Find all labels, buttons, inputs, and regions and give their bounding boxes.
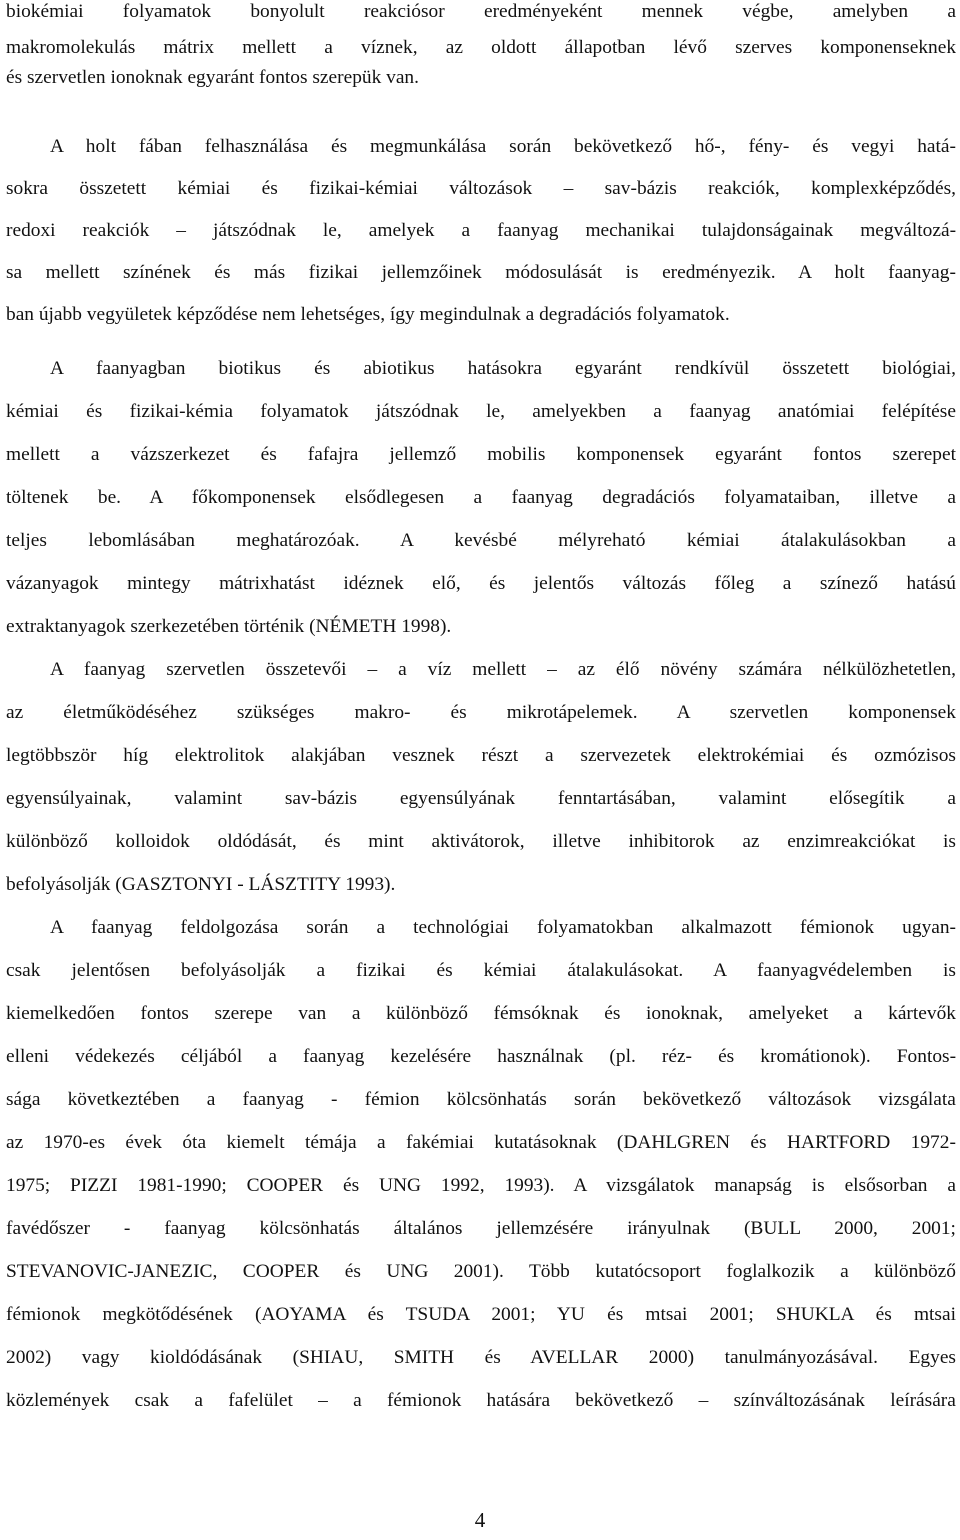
text-line: 2002) vagy kioldódásának (SHIAU, SMITH és AVELLAR 2000) tanulmányozásával. Egyes <box>6 1347 956 1368</box>
text-line: teljes lebomlásában meghatározóak. A kevésbé mélyreható kémiai átalakulásokban a <box>6 530 956 551</box>
text-line: közlemények csak a fafelület – a fémionok hatására bekövetkező – színváltozásának leírására <box>6 1390 956 1411</box>
text-line: 1975; PIZZI 1981-1990; COOPER és UNG 1992, 1993). A vizsgálatok manapság is elsősorban a <box>6 1175 956 1196</box>
text-line: A faanyag feldolgozása során a technológiai folyamatokban alkalmazott fémionok ugyan- <box>50 917 956 938</box>
text-line: az életműködéséhez szükséges makro- és mikrotápelemek. A szervetlen komponensek <box>6 702 956 723</box>
text-line: töltenek be. A főkomponensek elsődlegesen a faanyag degradációs folyamataiban, illetve a <box>6 487 956 508</box>
paragraph-5 <box>6 906 956 1422</box>
text-line: fémionok megkötődésének (AOYAMA és TSUDA 2001; YU és mtsai 2001; SHUKLA és mtsai <box>6 1304 956 1325</box>
text-line: redoxi reakciók – játszódnak le, amelyek a faanyag mechanikai tulajdonságainak megváltozá- <box>6 220 956 241</box>
text-line: A faanyag szervetlen összetevői – a víz mellett – az élő növény számára nélkülözhetetlen, <box>50 659 956 680</box>
text-line: favédőszer - faanyag kölcsönhatás általános jellemzésére irányulnak (BULL 2000, 2001; <box>6 1218 956 1239</box>
document-page <box>6 0 956 1422</box>
text-line: vázanyagok mintegy mátrixhatást idéznek elő, és jelentős változás főleg a színező hatású <box>6 573 956 594</box>
text-line: elleni védekezés céljából a faanyag kezelésére használnak (pl. réz- és kromátionok). Fontos- <box>6 1046 956 1067</box>
paragraph-2 <box>6 132 956 330</box>
text-line: egyensúlyainak, valamint sav-bázis egyensúlyának fenntartásában, valamint elősegítik a <box>6 788 956 809</box>
text-line: befolyásolják (GASZTONYI - LÁSZTITY 1993). <box>6 874 396 895</box>
text-line: sokra összetett kémiai és fizikai-kémiai változások – sav-bázis reakciók, komplexképződés, <box>6 178 956 199</box>
text-line: mellett a vázszerkezet és fafajra jellemző mobilis komponensek egyaránt fontos szerepet <box>6 444 956 465</box>
page-number: 4 <box>474 1508 486 1532</box>
text-line: különböző kolloidok oldódását, és mint aktivátorok, illetve inhibitorok az enzimreakciókat is <box>6 831 956 852</box>
text-line: A faanyagban biotikus és abiotikus hatásokra egyaránt rendkívül összetett biológiai, <box>50 358 956 379</box>
text-line: biokémiai folyamatok bonyolult reakciósor eredményeként mennek végbe, amelyben a <box>6 1 956 22</box>
text-line: ban újabb vegyületek képződése nem lehetséges, így megindulnak a degradációs folyamatok. <box>6 304 730 325</box>
paragraph-1 <box>6 0 956 88</box>
text-line: sa mellett színének és más fizikai jellemzőinek módosulását is eredményezik. A holt faanyag- <box>6 262 956 283</box>
text-line: legtöbbször híg elektrolitok alakjában vesznek részt a szervezetek elektrokémiai és ozmózisos <box>6 745 956 766</box>
text-line: kiemelkedően fontos szerepe van a különböző fémsóknak és ionoknak, amelyeket a kártevők <box>6 1003 956 1024</box>
text-line: kémiai és fizikai-kémia folyamatok játszódnak le, amelyekben a faanyag anatómiai felépítése <box>6 401 956 422</box>
text-line: STEVANOVIC-JANEZIC, COOPER és UNG 2001). Több kutatócsoport foglalkozik a különböző <box>6 1261 956 1282</box>
text-line: sága következtében a faanyag - fémion kölcsönhatás során bekövetkező változások vizsgálata <box>6 1089 956 1110</box>
text-line: csak jelentősen befolyásolják a fizikai és kémiai átalakulásokat. A faanyagvédelemben is <box>6 960 956 981</box>
paragraph-3 <box>6 347 956 648</box>
paragraph-4 <box>6 648 956 906</box>
text-line: extraktanyagok szerkezetében történik (NÉMETH 1998). <box>6 616 452 637</box>
text-line: az 1970-es évek óta kiemelt témája a fakémiai kutatásoknak (DAHLGREN és HARTFORD 1972- <box>6 1132 956 1153</box>
text-line: makromolekulás mátrix mellett a víznek, az oldott állapotban lévő szerves komponenseknek <box>6 37 956 58</box>
text-line: A holt fában felhasználása és megmunkálása során bekövetkező hő-, fény- és vegyi hatá- <box>50 136 956 157</box>
text-line: és szervetlen ionoknak egyaránt fontos szerepük van. <box>6 68 419 88</box>
